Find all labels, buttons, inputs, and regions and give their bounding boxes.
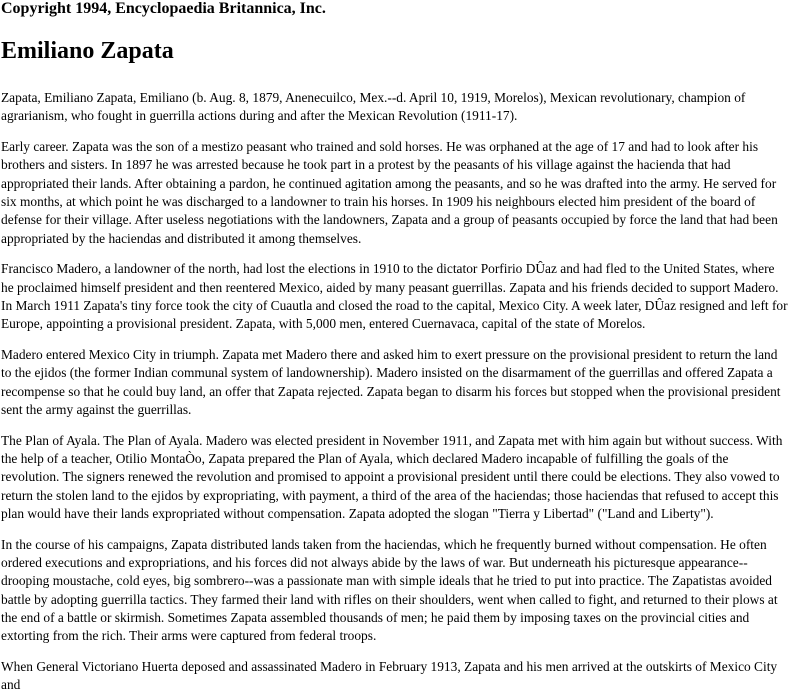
paragraph-plan-of-ayala: The Plan of Ayala. The Plan of Ayala. Madero was elected president in November 1911, and Zapata met with him again but without success. With the help of a teacher, Otilio MontaÒo, Zapata prepared the Plan of Ayala, which declared Madero incapable of fulfilling the goals of the revolution. The signers renewed the revolution and promised to appoint a provisional president until there could be elections. They also vowed to return the stolen land to the ejidos by expropriating, with payment, a third of the area of the haciendas; those haciendas that refused to accept this plan would have their lands expropriated without compensation. Zapata adopted the slogan "Tierra y Libertad" ("Land and Liberty"). [1,432,783,521]
copyright-notice: Copyright 1994, Encyclopaedia Britannica, Inc. [1,0,326,17]
paragraph-huerta: When General Victoriano Huerta deposed and assassinated Madero in February 1913, Zapata and his men arrived at the outskirts of Mexico City and [1,659,778,693]
paragraph-early-career: Early career. Zapata was the son of a mestizo peasant who trained and sold horses. He was orphaned at the age of 17 and had to look after his brothers and sisters. In 1897 he was arrested because he took part in a protest by the peasants of his village against the hacienda that had appropriated their lands. After obtaining a pardon, he continued agitation among the peasants, and so he was drafted into the army. He served for six months, at which point he was discharged to a landowner to train his horses. In 1909 his neighbours elected him president of the board of defense for their village. After useless negotiations with the landowners, Zapata and a group of peasants occupied by force the land that had been appropriated by the haciendas and distributed it among themselves. [1,139,778,246]
article-title: Emiliano Zapata [1,38,174,64]
paragraph-campaigns: In the course of his campaigns, Zapata distributed lands taken from the haciendas, which he frequently burned without compensation. He often ordered executions and expropriations, and his forces did not always abide by the laws of war. But underneath his picturesque appearance--drooping moustache, cold eyes, big sombrero--was a passionate man with simple ideals that he tried to put into practice. The Zapatistas avoided battle by adopting guerrilla tactics. They farmed their land with rifles on their shoulders, went when called to fight, and returned to their plows at the end of a battle or skirmish. Sometimes Zapata assembled thousands of men; he paid them by imposing taxes on the provincial cities and extorting from the rich. Their arms were captured from federal troops. [1,536,778,644]
paragraph-madero-triumph: Madero entered Mexico City in triumph. Zapata met Madero there and asked him to exert pressure on the provisional president to return the land to the ejidos (the former Indian communal system of landownership). Madero insisted on the disarmament of the guerrillas and offered Zapata a recompense so that he could buy land, an offer that Zapata rejected. Zapata began to disarm his forces but stopped when the provisional president sent the army against the guerrillas. [1,347,781,417]
paragraph-madero-elections: Francisco Madero, a landowner of the north, had lost the elections in 1910 to the dictator Porfirio DÛaz and had fled to the United States, where he proclaimed himself president and then reentered Mexico, aided by many peasant guerrillas. Zapata and his friends decided to support Madero. In March 1911 Zapata's tiny force took the city of Cuautla and closed the road to the capital, Mexico City. A week later, DÛaz resigned and left for Europe, appointing a provisional president. Zapata, with 5,000 men, entered Cuernavaca, capital of the state of Morelos. [1,261,788,332]
paragraph-intro: Zapata, Emiliano Zapata, Emiliano (b. Aug. 8, 1879, Anenecuilco, Mex.--d. April 10, 1919, Morelos), Mexican revolutionary, champion of agrarianism, who fought in guerrilla actions during and after the Mexican Revolution (1911-17). [1,90,746,124]
